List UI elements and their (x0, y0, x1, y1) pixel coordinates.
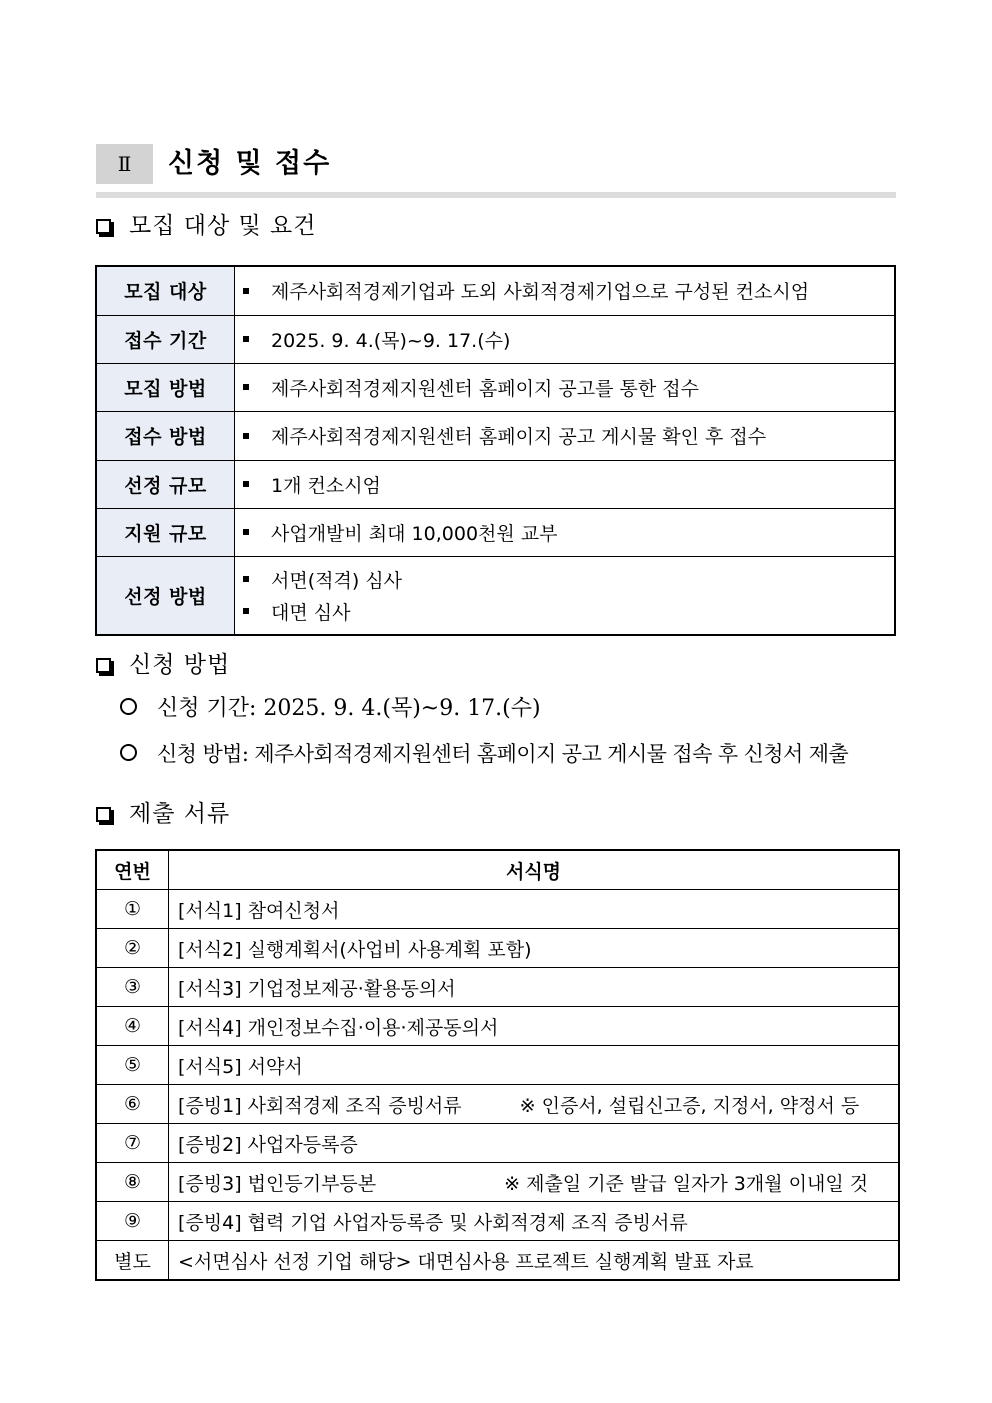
row-number: ④ (96, 1007, 169, 1046)
row-item: 제주사회적경제지원센터 홈페이지 공고를 통한 접수 (271, 377, 699, 400)
requirements-heading-text: 모집 대상 및 요건 (129, 213, 317, 239)
row-number: ⑨ (96, 1202, 169, 1241)
square-bullet-icon (243, 608, 249, 614)
table-row (96, 556, 895, 635)
row-name: [서식3] 기업정보제공·활용동의서 (169, 968, 900, 1007)
row-name: [서식1] 참여신청서 (169, 890, 900, 929)
row-value (235, 460, 896, 508)
row-name: [서식4] 개인정보수집·이용·제공동의서 (169, 1007, 900, 1046)
row-value (235, 266, 896, 315)
row-item: 서면(적격) 심사 (271, 569, 402, 592)
documents-heading (96, 798, 230, 830)
table-row (96, 411, 895, 460)
square-bullet-icon (243, 576, 249, 582)
table-header-row (96, 850, 899, 890)
row-label: 선정 규모 (96, 460, 235, 508)
section-number: Ⅱ (96, 144, 153, 184)
row-item: 사업개발비 최대 10,000천원 교부 (271, 522, 558, 545)
row-number: ① (96, 890, 169, 929)
square-bullet-icon (243, 433, 249, 439)
documents-table (95, 849, 900, 1281)
row-note: ※ 제출일 기준 발급 일자가 3개월 이내일 것 (504, 1172, 869, 1195)
table-row (96, 460, 895, 508)
section-header (96, 144, 896, 198)
row-value (235, 508, 896, 556)
table-row (96, 363, 895, 411)
row-item: 제주사회적경제기업과 도외 사회적경제기업으로 구성된 컨소시엄 (271, 281, 810, 304)
row-value (235, 411, 896, 460)
application-period (120, 692, 541, 726)
row-name: [증빙4] 협력 기업 사업자등록증 및 사회적경제 조직 증빙서류 (169, 1202, 900, 1241)
checkbox-bullet-icon (96, 658, 111, 673)
row-number: ② (96, 929, 169, 968)
table-row (96, 890, 899, 929)
circle-bullet-icon (120, 744, 137, 761)
row-name (169, 1163, 900, 1202)
row-name-text: [증빙1] 사회적경제 조직 증빙서류 (178, 1094, 462, 1117)
documents-heading-text: 제출 서류 (129, 801, 231, 827)
row-number: ⑦ (96, 1124, 169, 1163)
row-name: <서면심사 선정 기업 해당> 대면심사용 프로젝트 실행계획 발표 자료 (169, 1241, 900, 1281)
square-bullet-icon (243, 384, 249, 390)
row-item: 2025. 9. 4.(목)~9. 17.(수) (271, 329, 511, 352)
row-item: 대면 심사 (271, 601, 351, 624)
column-header-name: 서식명 (169, 850, 900, 890)
row-number: 별도 (96, 1241, 169, 1281)
section-title: 신청 및 접수 (168, 148, 332, 179)
row-item: 1개 컨소시엄 (271, 474, 381, 497)
row-label: 접수 방법 (96, 411, 235, 460)
application-heading-text: 신청 방법 (129, 652, 231, 678)
application-period-text: 신청 기간: 2025. 9. 4.(목)~9. 17.(수) (157, 696, 541, 721)
checkbox-bullet-icon (96, 807, 111, 822)
checkbox-bullet-icon (96, 219, 111, 234)
table-row (96, 1163, 899, 1202)
table-row (96, 1007, 899, 1046)
row-name (169, 1085, 900, 1124)
table-row (96, 968, 899, 1007)
square-bullet-icon (243, 288, 249, 294)
table-row (96, 1085, 899, 1124)
row-note: ※ 인증서, 설립신고증, 지정서, 약정서 등 (519, 1094, 860, 1117)
table-row (96, 266, 895, 315)
row-number: ⑥ (96, 1085, 169, 1124)
row-number: ③ (96, 968, 169, 1007)
table-row (96, 508, 895, 556)
table-row (96, 1202, 899, 1241)
requirements-heading (96, 210, 316, 242)
square-bullet-icon (243, 529, 249, 535)
table-row (96, 1124, 899, 1163)
row-number: ⑤ (96, 1046, 169, 1085)
table-row (96, 1241, 899, 1281)
application-method-text: 신청 방법: 제주사회적경제지원센터 홈페이지 공고 게시물 접속 후 신청서 제출 (157, 742, 849, 766)
row-item: 제주사회적경제지원센터 홈페이지 공고 게시물 확인 후 접수 (271, 426, 767, 448)
row-number: ⑧ (96, 1163, 169, 1202)
row-name: [서식5] 서약서 (169, 1046, 900, 1085)
row-name: [서식2] 실행계획서(사업비 사용계획 포함) (169, 929, 900, 968)
table-row (96, 929, 899, 968)
table-row (96, 1046, 899, 1085)
application-method (120, 737, 848, 771)
row-label: 접수 기간 (96, 315, 235, 363)
table-row (96, 315, 895, 363)
row-value (235, 556, 896, 635)
row-label: 모집 대상 (96, 266, 235, 315)
circle-bullet-icon (120, 698, 137, 715)
column-header-no: 연번 (96, 850, 169, 890)
row-name: [증빙2] 사업자등록증 (169, 1124, 900, 1163)
requirements-table (95, 265, 896, 636)
square-bullet-icon (243, 336, 249, 342)
row-name-text: [증빙3] 법인등기부등본 (178, 1172, 377, 1195)
row-value (235, 315, 896, 363)
row-value (235, 363, 896, 411)
row-label: 모집 방법 (96, 363, 235, 411)
row-label: 선정 방법 (96, 556, 235, 635)
header-divider (96, 192, 896, 198)
row-label: 지원 규모 (96, 508, 235, 556)
square-bullet-icon (243, 481, 249, 487)
application-heading (96, 649, 230, 681)
